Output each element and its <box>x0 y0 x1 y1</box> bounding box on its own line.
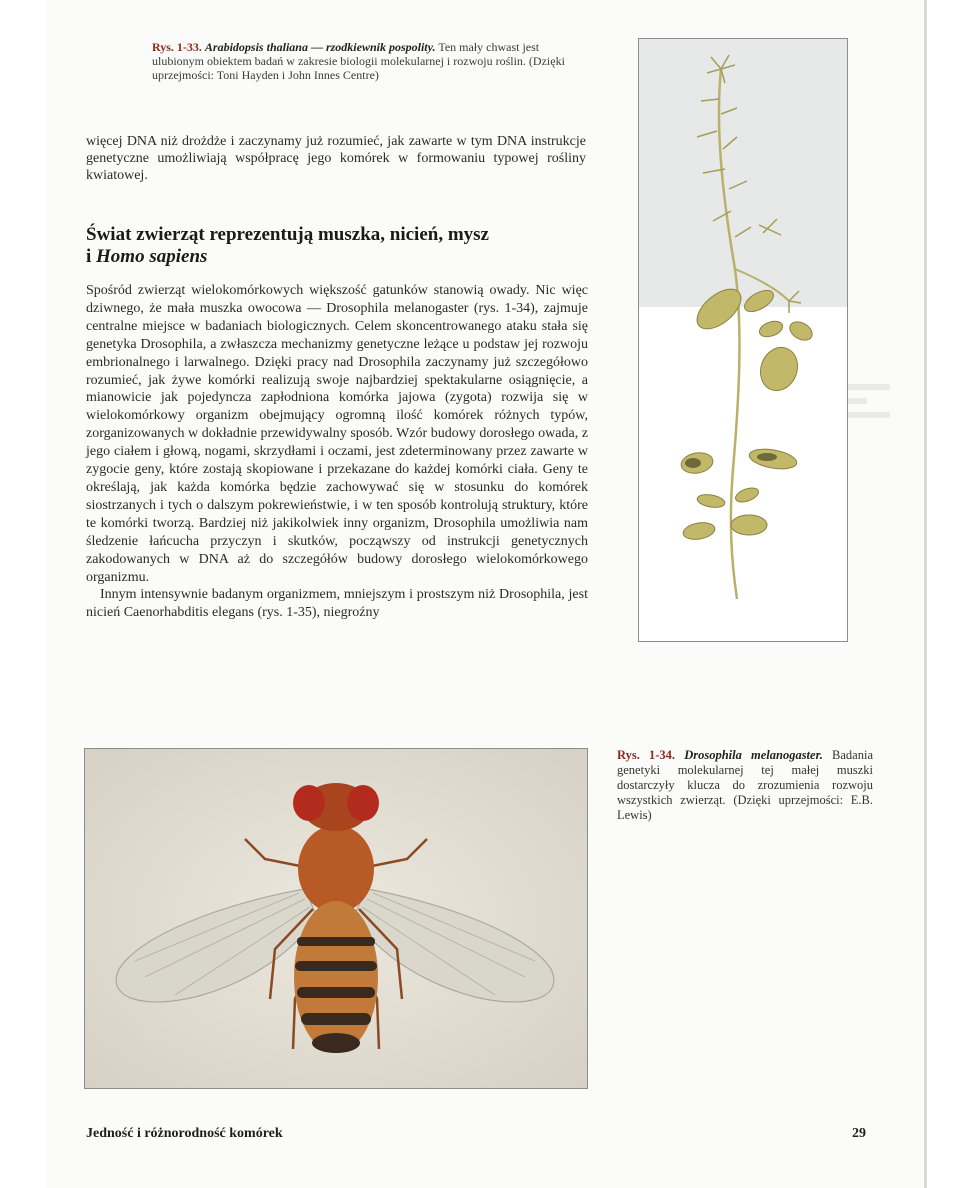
heading-prefix: i <box>86 246 92 267</box>
caption-text: Ten mały chwast jest ulubionym obiektem badań w zakresie biologii molekularnej i rozwoju roślin. (Dzięki uprzejmości: Toni Hayden i John Innes Centre) <box>152 40 565 82</box>
running-footer-chapter: Jedność i różnorodność komórek <box>86 1126 283 1141</box>
caption-text: Badania genetyki molekularnej tej małej muszki dostarczyły klucza do zrozumienia rozwoju wszystkich zwierząt. (Dzięki uprzejmości: E.B. Lewis) <box>617 748 873 822</box>
heading-italic: Homo sapiens <box>96 246 208 267</box>
drosophila-photo <box>84 748 588 1089</box>
page-number: 29 <box>852 1126 866 1141</box>
section-heading <box>86 224 606 268</box>
arabidopsis-illustration <box>639 39 847 641</box>
caption-label: Rys. 1-34. <box>617 748 676 762</box>
arabidopsis-photo <box>638 38 848 642</box>
body-text <box>86 282 588 622</box>
figure-caption-1-33 <box>152 40 592 82</box>
heading-line-2 <box>86 246 606 268</box>
caption-title: Arabidopsis thaliana — rzodkiewnik pospolity. <box>204 40 436 54</box>
drosophila-illustration <box>85 749 587 1088</box>
page-fold <box>924 0 927 1188</box>
body-paragraph-2: Innym intensywnie badanym organizmem, mniejszym i prostszym niż Drosophila, jest nicień Caenorhabditis elegans (rys. 1-35), niegroźny <box>86 587 588 621</box>
body-paragraph-1: Spośród zwierząt wielokomórkowych większość gatunków stanowią owady. Nic więc dziwnego, że mała muszka owocowa — Drosophila melanogaster (rys. 1-34), zajmuje centralne miejsce w badaniach biologicznych. Celem skoncentrowanego ataku stała się genetyka Drosophila, a zwłaszcza mechanizmy genetyczne leżące u podstaw jej rozwoju embrionalnego i larwalnego. Dzięki pracy nad Drosophila zaczynamy już szczegółowo rozumieć, jak żywe komórki realizują swoje najbardziej spektakularne osiągnięcie, a mianowicie jak pojedyncza zapłodniona komórka jajowa (zygota) rozwija się w wielokomórkowy organizm obejmujący ogromną ilość komórek różnych typów, zorganizowanych w dokładnie przewidywalny sposób. Wzór budowy dorosłego owada, z jego ciałem i głową, nogami, skrzydłami i oczami, jest zdeterminowany przez zawarte w zygocie geny, które zostają skopiowane i przekazane do każdej komórki ciała. Geny te określają, jak każda komórka będzie zachowywać się w stosunku do komórek siostrzanych i tych o dalszym pokrewieństwie, i w ten sposób kontrolują struktury, które te komórki tworzą. Bardziej niż jakikolwiek inny organizm, Drosophila umożliwia nam śledzenie łańcucha przyczyn i skutków, począwszy od instrukcji genetycznych zakodowanych w DNA aż do szczegółów budowy dorosłego wielokomórkowego organizmu. <box>86 283 588 585</box>
caption-title: Drosophila melanogaster. <box>684 748 823 762</box>
caption-label: Rys. 1-33. <box>152 40 202 54</box>
figure-caption-1-34 <box>617 748 873 823</box>
scan-margin <box>0 0 46 1188</box>
heading-line-1: Świat zwierząt reprezentują muszka, nicień, mysz <box>86 224 489 245</box>
intro-paragraph: więcej DNA niż drożdże i zaczynamy już rozumieć, jak zawarte w tym DNA instrukcje genetyczne umożliwiają współpracę jego komórek w formowaniu typowej rośliny kwiatowej. <box>86 134 586 183</box>
